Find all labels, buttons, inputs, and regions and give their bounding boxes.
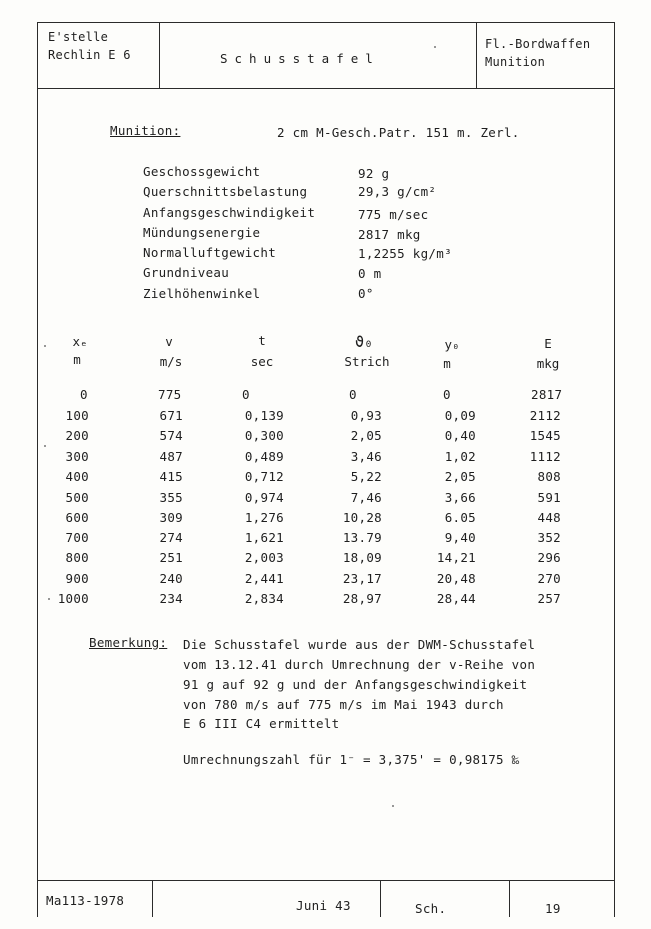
col-header-unit: Strich: [344, 354, 390, 369]
table-cell: 800: [65, 550, 89, 565]
scan-speck: [44, 345, 46, 347]
munition-value: 2 cm M-Gesch.Patr. 151 m. Zerl.: [277, 125, 520, 140]
table-cell: 3,66: [444, 490, 476, 505]
table-cell: 1,621: [244, 530, 284, 545]
param-name: Mündungsenergie: [143, 225, 261, 240]
table-cell: 1112: [529, 449, 561, 464]
remark-label: Bemerkung:: [89, 635, 168, 650]
scan-speck: [48, 598, 50, 600]
scan-speck: [44, 445, 46, 447]
table-cell: 240: [159, 571, 183, 586]
table-cell: 700: [65, 530, 89, 545]
remark-line: von 780 m/s auf 775 m/s im Mai 1943 durch: [183, 697, 504, 712]
table-cell: 0,40: [444, 428, 476, 443]
table-cell: 600: [65, 510, 89, 525]
table-cell: 0: [443, 387, 451, 402]
table-cell: 28,44: [436, 591, 476, 606]
table-cell: 270: [537, 571, 561, 586]
col-header-symbol: xₑ: [72, 334, 88, 349]
table-cell: 7,46: [350, 490, 382, 505]
param-value: 1,2255 kg/m³: [358, 246, 452, 261]
col-header-unit: m/s: [159, 354, 183, 369]
table-cell: 448: [537, 510, 561, 525]
col-header-unit: sec: [250, 354, 274, 369]
table-cell: 2,05: [444, 469, 476, 484]
table-cell: 574: [159, 428, 183, 443]
footer-top: [37, 880, 615, 881]
table-cell: 415: [159, 469, 183, 484]
table-cell: 487: [159, 449, 183, 464]
table-cell: 18,09: [342, 550, 382, 565]
col-header-unit: m: [443, 356, 451, 371]
table-cell: 1,02: [444, 449, 476, 464]
table-cell: 28,97: [342, 591, 382, 606]
param-name: Anfangsgeschwindigkeit: [143, 205, 316, 220]
table-cell: 2112: [529, 408, 561, 423]
param-value: 775 m/sec: [358, 207, 429, 222]
col-header-symbol: y₀: [444, 337, 460, 352]
table-cell: 0,712: [244, 469, 284, 484]
table-cell: 274: [159, 530, 183, 545]
table-cell: 808: [537, 469, 561, 484]
header-left-line1: E'stelle: [48, 30, 109, 44]
table-cell: 200: [65, 428, 89, 443]
table-cell: 0: [349, 387, 357, 402]
scan-speck: [392, 805, 394, 807]
table-cell: 0: [80, 387, 88, 402]
header-divider-left: [159, 22, 160, 88]
remark-line: 91 g auf 92 g und der Anfangsgeschwindigkeit: [183, 677, 528, 692]
param-name: Querschnittsbelastung: [143, 184, 308, 199]
table-cell: 234: [159, 591, 183, 606]
table-cell: 296: [537, 550, 561, 565]
param-name: Zielhöhenwinkel: [143, 286, 261, 301]
table-cell: 1000: [57, 591, 89, 606]
table-cell: 1545: [529, 428, 561, 443]
col-header-symbol: v: [165, 334, 173, 349]
remark-line: vom 13.12.41 durch Umrechnung der v-Reihe von: [183, 657, 536, 672]
param-value: 0 m: [358, 266, 382, 281]
col-header-symbol: ϑ₀: [354, 333, 374, 351]
table-cell: 9,40: [444, 530, 476, 545]
table-cell: 352: [537, 530, 561, 545]
table-cell: 2,441: [244, 571, 284, 586]
table-cell: 0,93: [350, 408, 382, 423]
conversion-note: Umrechnungszahl für 1⁻ = 3,375' = 0,98175 ‰: [183, 752, 520, 767]
col-header-unit: m: [73, 352, 81, 367]
param-name: Normalluftgewicht: [143, 245, 277, 260]
footer-divider-3: [509, 880, 510, 917]
table-cell: 591: [537, 490, 561, 505]
table-cell: 100: [65, 408, 89, 423]
footer-type: Sch.: [415, 901, 447, 916]
table-cell: 2,834: [244, 591, 284, 606]
header-left-line2: Rechlin E 6: [48, 48, 131, 62]
table-cell: 10,28: [342, 510, 382, 525]
header-divider-right: [476, 22, 477, 88]
footer-date: Juni 43: [296, 898, 351, 913]
table-cell: 0,300: [244, 428, 284, 443]
table-cell: 2817: [531, 387, 563, 402]
table-cell: 23,17: [342, 571, 382, 586]
col-header-unit: mkg: [536, 356, 560, 371]
col-header-symbol: E: [544, 336, 552, 351]
param-value: 2817 mkg: [358, 227, 421, 242]
table-cell: 0: [242, 387, 250, 402]
table-cell: 900: [65, 571, 89, 586]
footer-page: 19: [545, 901, 561, 916]
header-bottom: [37, 88, 615, 89]
param-value: 92 g: [358, 166, 390, 181]
table-cell: 257: [537, 591, 561, 606]
table-cell: 14,21: [436, 550, 476, 565]
param-value: 29,3 g/cm²: [358, 184, 437, 199]
param-name: Geschossgewicht: [143, 164, 261, 179]
table-cell: 500: [65, 490, 89, 505]
table-cell: 0,09: [444, 408, 476, 423]
table-cell: 0,489: [244, 449, 284, 464]
table-cell: 300: [65, 449, 89, 464]
table-cell: 775: [158, 387, 182, 402]
remark-line: Die Schusstafel wurde aus der DWM-Schusstafel: [183, 637, 536, 652]
table-cell: 251: [159, 550, 183, 565]
page-title: Schusstafel: [220, 51, 380, 66]
table-cell: 5,22: [350, 469, 382, 484]
table-cell: 671: [159, 408, 183, 423]
munition-label: Munition:: [110, 123, 181, 138]
table-cell: 400: [65, 469, 89, 484]
col-header-symbol: t: [258, 333, 266, 348]
table-cell: 2,003: [244, 550, 284, 565]
header-right-line2: Munition: [485, 55, 546, 69]
footer-divider-2: [380, 880, 381, 917]
table-cell: 355: [159, 490, 183, 505]
table-cell: 1,276: [244, 510, 284, 525]
table-cell: 2,05: [350, 428, 382, 443]
header-right-line1: Fl.-Bordwaffen: [485, 37, 591, 51]
table-cell: 0,974: [244, 490, 284, 505]
frame-right: [614, 22, 615, 917]
footer-divider-1: [152, 880, 153, 917]
scan-speck: [434, 46, 436, 48]
table-cell: 309: [159, 510, 183, 525]
param-value: 0°: [358, 286, 374, 301]
remark-line: E 6 III C4 ermittelt: [183, 716, 340, 731]
param-name: Grundniveau: [143, 265, 230, 280]
table-cell: 3,46: [350, 449, 382, 464]
table-cell: 0,139: [244, 408, 284, 423]
table-cell: 6.05: [444, 510, 476, 525]
footer-ref: Ma113-1978: [46, 893, 125, 908]
table-cell: 13.79: [342, 530, 382, 545]
table-cell: 20,48: [436, 571, 476, 586]
frame-top: [37, 22, 615, 23]
